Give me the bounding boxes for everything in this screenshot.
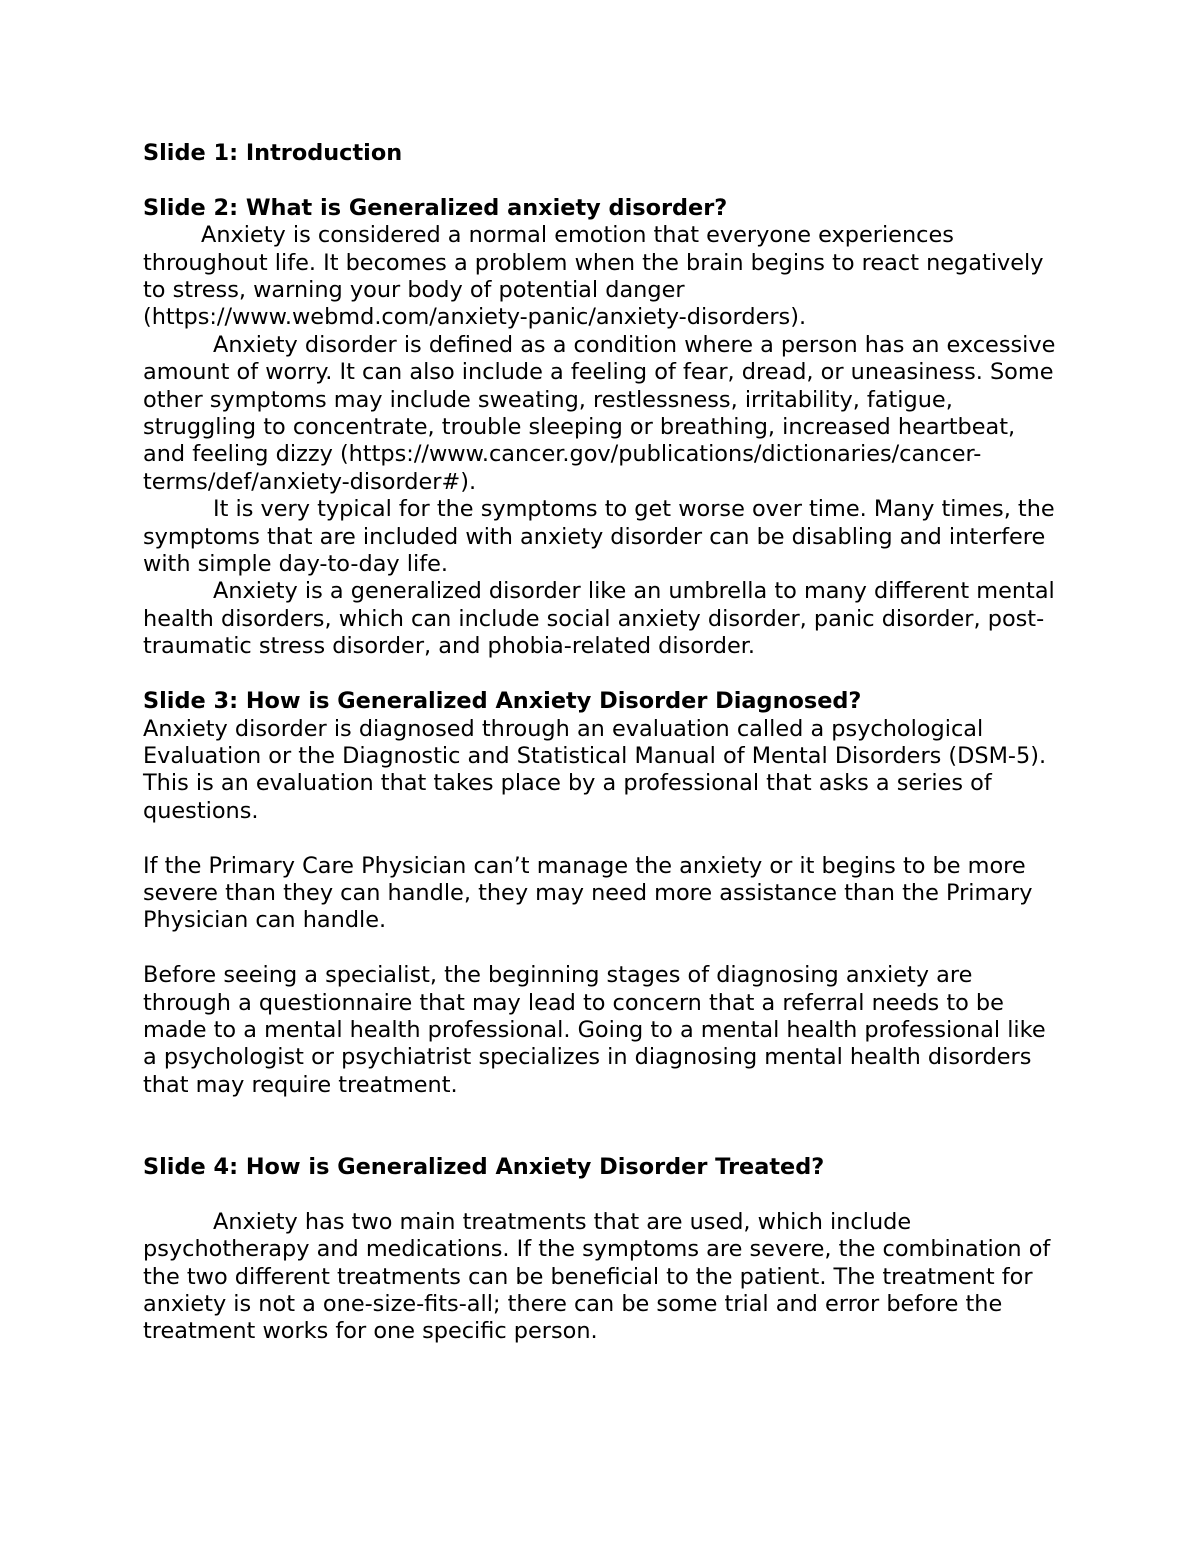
- spacer: [143, 935, 1063, 962]
- spacer: [143, 1181, 1063, 1208]
- slide-2-heading: Slide 2: What is Generalized anxiety disorder?: [143, 194, 728, 221]
- slide-2-paragraph-1: Anxiety is considered a normal emotion that everyone experiences throughout life. It becomes a problem when the brain begins to react negatively to stress, warning your body of potential danger (https://www.webmd.com/anxiety-panic/anxiety-disorders).: [143, 222, 1044, 331]
- slide-4-heading: Slide 4: How is Generalized Anxiety Disorder Treated?: [143, 1153, 825, 1180]
- slide-1-heading: Slide 1: Introduction: [143, 140, 403, 166]
- slide-2-paragraph-3: It is very typical for the symptoms to get worse over time. Many times, the symptoms that are included with anxiety disorder can be disabling and interfere with simple day-to-day life.: [143, 496, 1055, 578]
- slide-3-heading: Slide 3: How is Generalized Anxiety Disorder Diagnosed?: [143, 688, 862, 715]
- slide-4-paragraph-1: Anxiety has two main treatments that are used, which include psychotherapy and medications. If the symptoms are severe, the combination of the two different treatments can be beneficial to the patient. The treatment for anxiety is not a one-size-fits-all; there can be some trial and error before the treatment works for one specific person.: [143, 1208, 1051, 1345]
- spacer: [143, 661, 1063, 688]
- slide-3-paragraph-1: Anxiety disorder is diagnosed through an evaluation called a psychological Evaluation or the Diagnostic and Statistical Manual of Mental Disorders (DSM-5). This is an evaluation that takes place by a professional that asks a series of questions.: [143, 715, 1047, 824]
- slide-2-paragraph-2: Anxiety disorder is defined as a condition where a person has an excessive amount of worry. It can also include a feeling of fear, dread, or uneasiness. Some other symptoms may include sweating, restlessness, irritability, fatigue, struggling to concentrate, trouble sleeping or breathing, increased heartbeat, and feeling dizzy (https://www.cancer.gov/publications/dictionaries/cancer-terms/def/anxiety-disorder#).: [143, 331, 1056, 495]
- document-page: [143, 140, 1063, 1346]
- spacer: [143, 167, 1063, 194]
- spacer: [143, 1099, 1063, 1154]
- spacer: [143, 825, 1063, 852]
- slide-3-paragraph-2: If the Primary Care Physician can’t manage the anxiety or it begins to be more severe than they can handle, they may need more assistance than the Primary Physician can handle.: [143, 852, 1033, 934]
- slide-2-paragraph-4: Anxiety is a generalized disorder like an umbrella to many different mental health disorders, which can include social anxiety disorder, panic disorder, post-traumatic stress disorder, and phobia-related disorder.: [143, 578, 1055, 660]
- slide-3-paragraph-3: Before seeing a specialist, the beginning stages of diagnosing anxiety are through a questionnaire that may lead to concern that a referral needs to be made to a mental health professional. Going to a mental health professional like a psychologist or psychiatrist specializes in diagnosing mental health disorders that may require treatment.: [143, 962, 1046, 1098]
